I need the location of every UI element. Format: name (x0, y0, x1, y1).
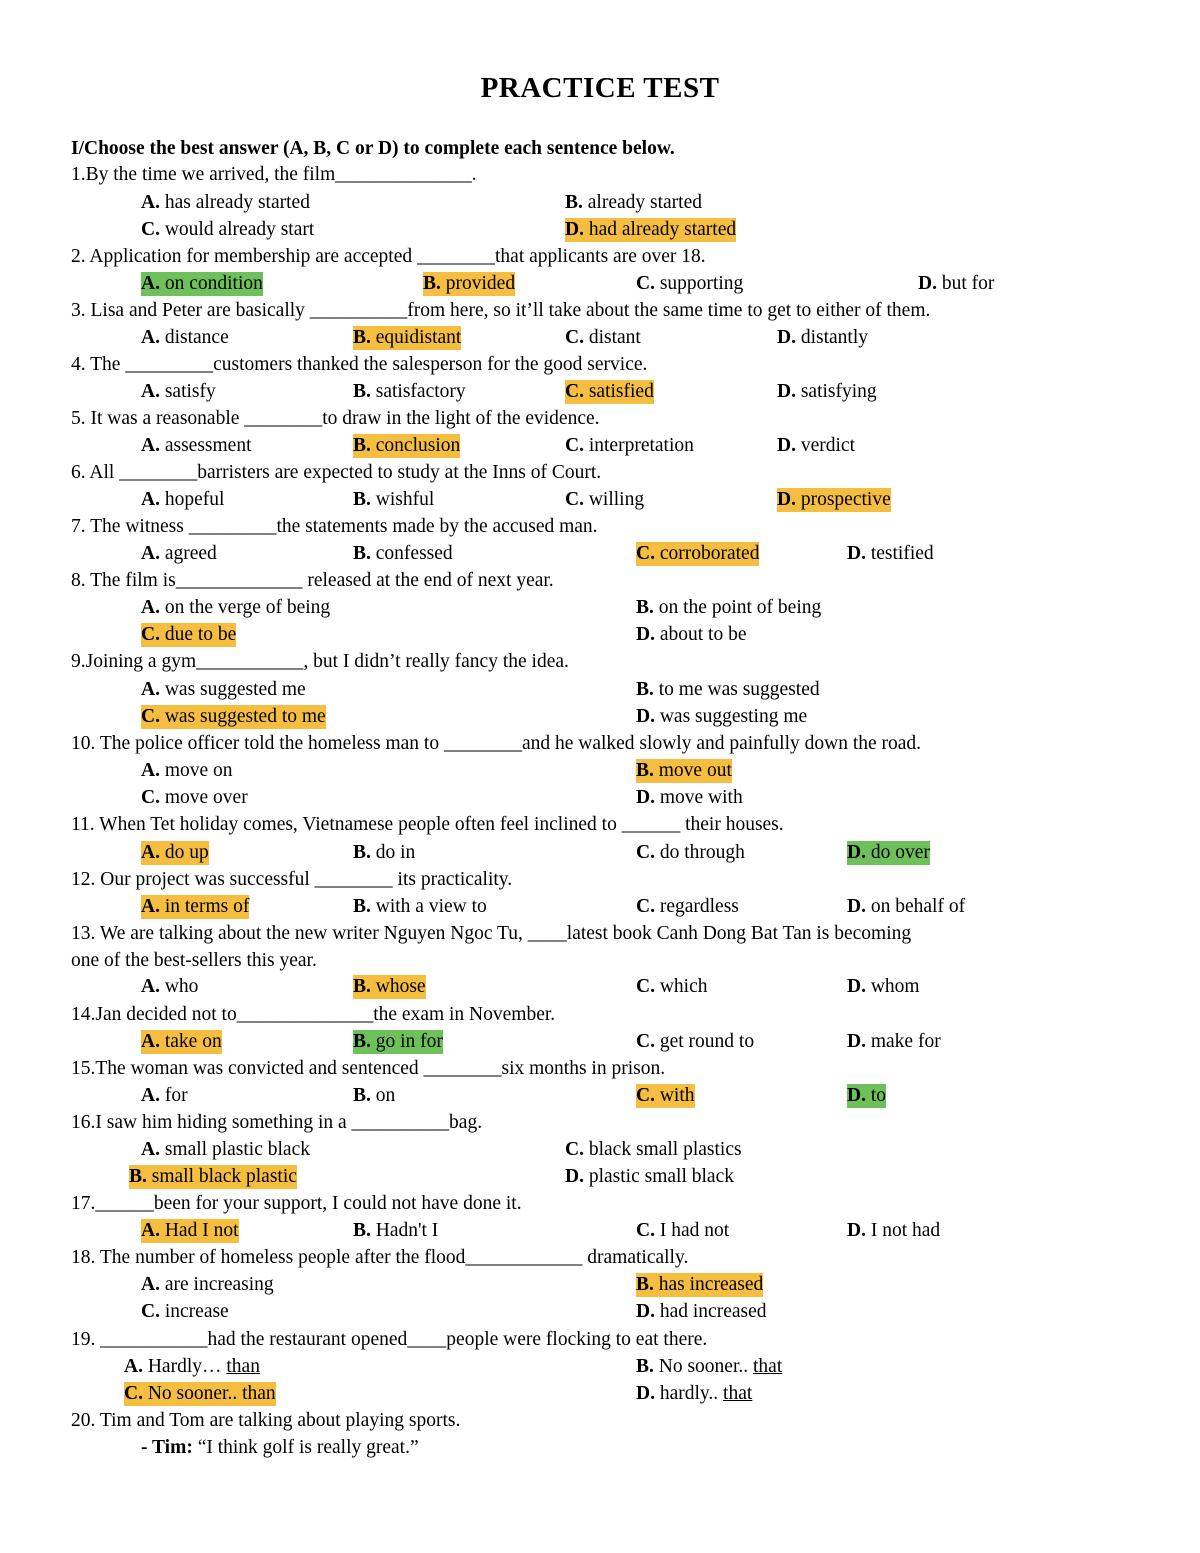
q4-option-d: D. satisfying (777, 381, 877, 402)
q11-option-d: D. do over (847, 842, 930, 863)
q11-option-b: B. do in (353, 842, 416, 863)
q7-option-a: A. agreed (141, 543, 217, 564)
question-9-stem: 9.Joining a gym___________, but I didn’t really fancy the idea. (71, 651, 569, 672)
q19-option-a: A. Hardly… than (124, 1356, 260, 1377)
question-8-stem: 8. The film is_____________ released at the end of next year. (71, 570, 554, 591)
instruction: I/Choose the best answer (A, B, C or D) to complete each sentence below. (71, 138, 675, 159)
q16-option-a: A. small plastic black (141, 1139, 310, 1160)
q2-option-c: C. supporting (636, 273, 744, 294)
question-1-stem: 1.By the time we arrived, the film______________. (71, 164, 477, 185)
question-16-stem: 16.I saw him hiding something in a __________bag. (71, 1112, 483, 1133)
q6-option-d: D. prospective (777, 489, 891, 510)
q6-option-b: B. wishful (353, 489, 435, 510)
question-20-stem: 20. Tim and Tom are talking about playing sports. (71, 1410, 461, 1431)
q12-option-a: A. in terms of (141, 896, 250, 917)
question-13-stem-continued: one of the best-sellers this year. (71, 950, 317, 971)
q15-option-c: C. with (636, 1085, 695, 1106)
q6-option-a: A. hopeful (141, 489, 225, 510)
q1-option-b: B. already started (565, 192, 702, 213)
question-17-stem: 17.______been for your support, I could not have done it. (71, 1193, 522, 1214)
q3-option-c: C. distant (565, 327, 641, 348)
q19-option-d: D. hardly.. that (636, 1383, 753, 1404)
q4-option-c: C. satisfied (565, 381, 654, 402)
q8-option-c: C. due to be (141, 624, 237, 645)
q19-option-b: B. No sooner.. that (636, 1356, 783, 1377)
q8-option-b: B. on the point of being (636, 597, 822, 618)
q7-option-b: B. confessed (353, 543, 453, 564)
q13-option-c: C. which (636, 976, 708, 997)
q12-option-d: D. on behalf of (847, 896, 966, 917)
q18-option-c: C. increase (141, 1301, 229, 1322)
q1-option-c: C. would already start (141, 219, 315, 240)
q2-option-a: A. on condition (141, 273, 263, 294)
question-10-stem: 10. The police officer told the homeless man to ________and he walked slowly and painfully down the road. (71, 733, 922, 754)
q14-option-c: C. get round to (636, 1031, 755, 1052)
q16-option-d: D. plastic small black (565, 1166, 734, 1187)
q10-option-d: D. move with (636, 787, 743, 808)
q8-option-a: A. on the verge of being (141, 597, 331, 618)
q18-option-a: A. are increasing (141, 1274, 274, 1295)
q7-option-d: D. testified (847, 543, 934, 564)
q10-option-a: A. move on (141, 760, 233, 781)
q4-option-b: B. satisfactory (353, 381, 466, 402)
q5-option-c: C. interpretation (565, 435, 694, 456)
q14-option-b: B. go in for (353, 1031, 443, 1052)
question-3-stem: 3. Lisa and Peter are basically __________from here, so it’ll take about the same time to get to either of them. (71, 300, 931, 321)
q6-option-c: C. willing (565, 489, 645, 510)
q14-option-a: A. take on (141, 1031, 222, 1052)
q7-option-c: C. corroborated (636, 543, 760, 564)
q9-option-b: B. to me was suggested (636, 679, 820, 700)
question-2-stem: 2. Application for membership are accepted ________that applicants are over 18. (71, 246, 706, 267)
q16-option-b: B. small black plastic (129, 1166, 297, 1187)
q13-option-a: A. who (141, 976, 199, 997)
q15-option-a: A. for (141, 1085, 188, 1106)
question-13-stem: 13. We are talking about the new writer Nguyen Ngoc Tu, ____latest book Canh Dong Bat Tan is becoming (71, 923, 912, 944)
q18-option-d: D. had increased (636, 1301, 767, 1322)
q11-option-c: C. do through (636, 842, 745, 863)
question-5-stem: 5. It was a reasonable ________to draw in the light of the evidence. (71, 408, 600, 429)
q5-option-b: B. conclusion (353, 435, 461, 456)
q13-option-b: B. whose (353, 976, 426, 997)
q17-option-c: C. I had not (636, 1220, 730, 1241)
q10-option-c: C. move over (141, 787, 248, 808)
q10-option-b: B. move out (636, 760, 732, 781)
q9-option-c: C. was suggested to me (141, 706, 326, 727)
question-4-stem: 4. The _________customers thanked the salesperson for the good service. (71, 354, 648, 375)
question-18-stem: 18. The number of homeless people after the flood____________ dramatically. (71, 1247, 689, 1268)
question-14-stem: 14.Jan decided not to______________the exam in November. (71, 1004, 556, 1025)
q16-option-c: C. black small plastics (565, 1139, 742, 1160)
q2-option-d: D. but for (918, 273, 995, 294)
q5-option-a: A. assessment (141, 435, 252, 456)
q3-option-a: A. distance (141, 327, 229, 348)
q14-option-d: D. make for (847, 1031, 941, 1052)
q9-option-d: D. was suggesting me (636, 706, 808, 727)
question-7-stem: 7. The witness _________the statements made by the accused man. (71, 516, 598, 537)
q9-option-a: A. was suggested me (141, 679, 306, 700)
question-19-stem: 19. ___________had the restaurant opened____people were flocking to eat there. (71, 1329, 708, 1350)
question-12-stem: 12. Our project was successful ________ its practicality. (71, 869, 513, 890)
q13-option-d: D. whom (847, 976, 920, 997)
question-6-stem: 6. All ________barristers are expected to study at the Inns of Court. (71, 462, 602, 483)
q12-option-c: C. regardless (636, 896, 739, 917)
q17-option-b: B. Hadn't I (353, 1220, 439, 1241)
q4-option-a: A. satisfy (141, 381, 216, 402)
q11-option-a: A. do up (141, 842, 209, 863)
page-title: PRACTICE TEST (480, 72, 720, 104)
q17-option-a: A. Had I not (141, 1220, 239, 1241)
q12-option-b: B. with a view to (353, 896, 487, 917)
q15-option-b: B. on (353, 1085, 396, 1106)
q15-option-d: D. to (847, 1085, 887, 1106)
question-15-stem: 15.The woman was convicted and sentenced ________six months in prison. (71, 1058, 666, 1079)
q2-option-b: B. provided (423, 273, 516, 294)
q3-option-d: D. distantly (777, 327, 869, 348)
q18-option-b: B. has increased (636, 1274, 764, 1295)
q1-option-d: D. had already started (565, 219, 737, 240)
q20-dialogue-line: - Tim: “I think golf is really great.” (141, 1437, 419, 1458)
q3-option-b: B. equidistant (353, 327, 462, 348)
q17-option-d: D. I not had (847, 1220, 941, 1241)
q8-option-d: D. about to be (636, 624, 747, 645)
q19-option-c: C. No sooner.. than (124, 1383, 276, 1404)
q5-option-d: D. verdict (777, 435, 855, 456)
question-11-stem: 11. When Tet holiday comes, Vietnamese people often feel inclined to ______ their houses. (71, 814, 784, 835)
q1-option-a: A. has already started (141, 192, 310, 213)
